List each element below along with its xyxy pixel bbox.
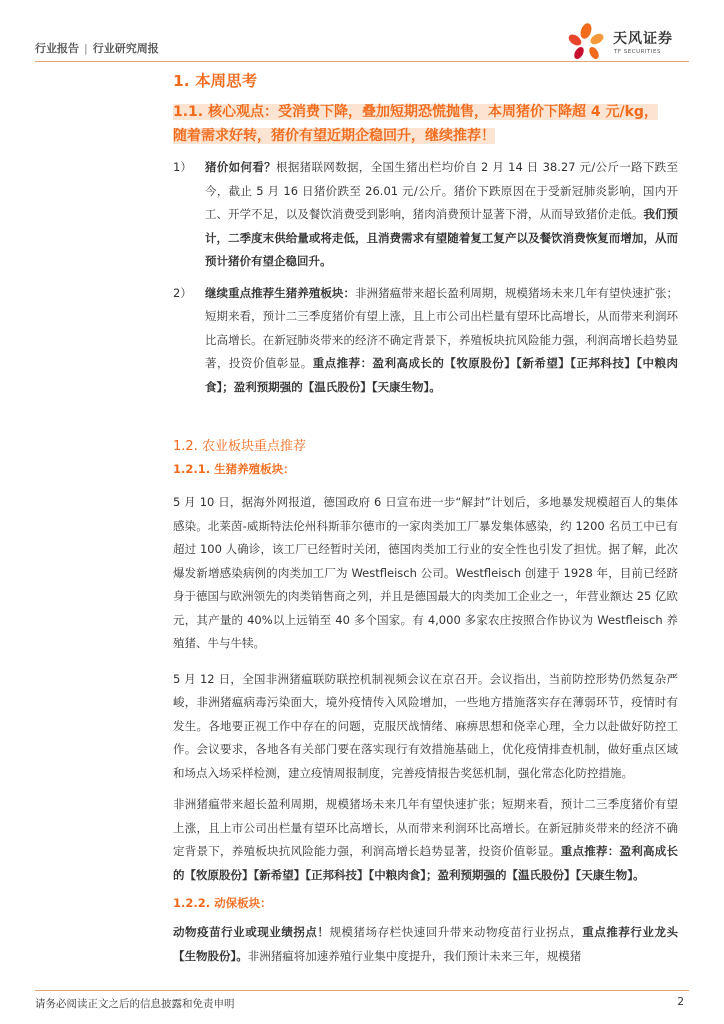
paragraph-hog-recommendation [173, 793, 678, 887]
section-1-2-title: 1.2. 农业板块重点推荐 [173, 439, 306, 454]
logo-english-name: TF SECURITIES [614, 49, 661, 55]
point-1 [173, 156, 678, 274]
paragraph-animal-health [173, 921, 678, 968]
tf-securities-logo [566, 22, 706, 64]
point-2-number: 2） [173, 285, 192, 300]
section-1-1-title [173, 100, 678, 148]
hog-recommendation-picks: 重点推荐：盈利高成长的【牧原股份】【新希望】【正邦科技】【中粮肉食】；盈利预期强的【温氏股份】【天康生物】。 [173, 844, 678, 882]
petal-logo-icon [566, 22, 610, 64]
paragraph-germany-outbreak: 5 月 10 日，据海外网报道，德国政府 6 日宣布进一步“解封”计划后，多地暴发规模超百人的集体感染。北莱茵-威斯特法伦州科斯菲尔德市的一家肉类加工厂暴发集体感染，约 1200 名员工中已有超过 100 人确诊，该工厂已经暂时关闭，德国肉类加工行业的安全性也引发了担忧。据了解，此次爆发新增感染病例的肉类加工厂为 Westfleisch 公司。Westfleisch 创建于 1928 年，目前已经跻身于德国与欧洲领先的肉类销售商之列，并且是德国最大的肉类加工企业之一，年营业额达 25 亿欧元，其产量的 40%以上远销至 40 多个国家。有 4,000 多家农庄按照合作协议为 Westfleisch 养殖猪、牛与牛犊。 [173, 495, 678, 650]
point-2-recommendation: 重点推荐：盈利高成长的【牧原股份】【新希望】【正邦科技】【中粮肉食】；盈利预期强的【温氏股份】【天康生物】。 [205, 356, 678, 394]
animal-health-continued: 非洲猪瘟将加速养殖行业集中度提升，我们预计未来三年，规模猪 [247, 948, 582, 963]
footer-divider [35, 990, 689, 991]
point-2-lead: 继续重点推荐生猪养殖板块： [205, 285, 355, 300]
section-1-2-2-title: 1.2.2. 动保板块： [173, 896, 272, 910]
report-type: 行业报告 [35, 42, 79, 55]
hog-recommendation-body: 非洲猪瘟带来超长盈利周期，规模猪场未来几年有望快速扩张；短期来看，预计二三季度猪价有望上涨，且上市公司出栏量有望环比高增长，从而带来利润环比高增长。在新冠肺炎带来的经济不确定背景下，养殖板块抗风险能力强，利润高增长趋势显著，投资价值彰显。 [173, 797, 678, 858]
point-2-text [205, 282, 678, 400]
header-divider [35, 61, 689, 62]
main-content [173, 66, 678, 968]
page-number: 2 [677, 996, 684, 1008]
animal-health-body: 规模猪场存栏快速回升带来动物疫苗行业拐点， [329, 925, 583, 939]
point-2-body: 非洲猪瘟带来超长盈利周期，规模猪场未来几年有望快速扩张；短期来看，预计二三季度猪价有望上涨，且上市公司出栏量有望环比高增长，从而带来利润环比高增长。在新冠肺炎带来的经济不确定背景下，养殖板块抗风险能力强，利润高增长趋势显著，投资价值彰显。 [205, 285, 679, 370]
animal-health-lead: 动物疫苗行业或现业绩拐点！ [173, 925, 330, 939]
section-1-2-1-title: 1.2.1. 生猪养殖板块： [173, 462, 295, 476]
paragraph-asf-meeting: 5 月 12 日，全国非洲猪瘟联防联控机制视频会议在京召开。会议指出，当前防控形势仍然复杂严峻，非洲猪瘟病毒污染面大，境外疫情传入风险增加，一些地方措施落实存在薄弱环节，疫情时有发生。各地要正视工作中存在的问题，克服厌战情绪、麻痹思想和侥幸心理，全力以赴做好防控工作。会议要求，各地各有关部门要在落实现行有效措施基础上，优化疫情排查机制，做好重点区域和场点入场采样检测，建立疫情周报制度，完善疫情报告奖惩机制，强化常态化防控措施。 [173, 671, 678, 780]
animal-health-pick: 重点推荐行业龙头【生物股份】。 [173, 925, 679, 963]
section-1-title: 1. 本周思考 [173, 72, 258, 90]
point-1-number: 1） [173, 160, 192, 174]
section-1-1-title-line1: 1.1. 核心观点：受消费下降，叠加短期恐慌抛售，本周猪价下降超 4 元/kg， [173, 104, 658, 120]
point-1-lead: 猪价如何看？ [205, 160, 276, 174]
logo-chinese-name: 天风证券 [613, 31, 673, 47]
point-2 [173, 282, 678, 400]
point-1-text [205, 156, 678, 274]
report-subtype: 行业研究周报 [92, 42, 159, 55]
header-separator: | [84, 42, 88, 55]
report-category [35, 40, 159, 56]
point-1-body: 根据猪联网数据，全国生猪出栏均价自 2 月 14 日 38.27 元/公斤一路下跌至今，截止 5 月 16 日猪价跌至 26.01 元/公斤。猪价下跌原因在于受新冠肺炎影响，国内开工、开学不足，以及餐饮消费受到影响，猪肉消费预计显著下滑，从而导致猪价走低。 [205, 160, 679, 221]
section-1-1-title-line2: 随着需求好转，猪价有望近期企稳回升，继续推荐！ [173, 128, 495, 144]
footer-disclaimer: 请务必阅读正文之后的信息披露和免责申明 [35, 998, 235, 1010]
point-1-conclusion: 我们预计，二季度末供给量或将走低，且消费需求有望随着复工复产以及餐饮消费恢复而增加，从而预计猪价有望企稳回升。 [205, 207, 678, 268]
